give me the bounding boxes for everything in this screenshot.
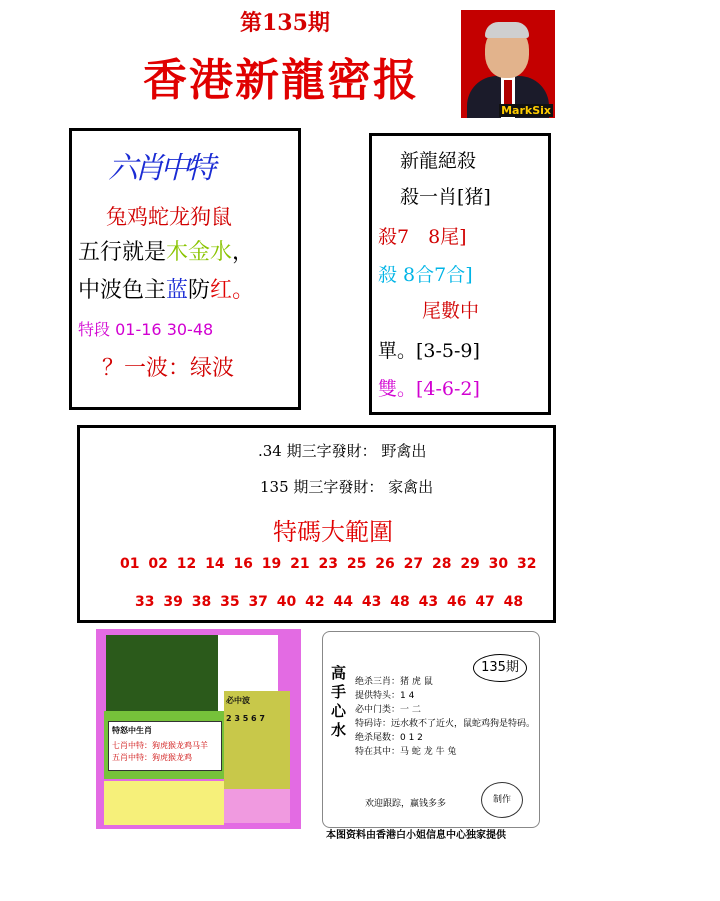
number-cell: 42 [305, 594, 334, 610]
tip-line: 必中门类：一 二 [355, 705, 421, 715]
shuang-line: 雙。[4-6-2] [378, 378, 480, 400]
number-cell: 40 [276, 594, 306, 610]
number-cell: 48 [390, 594, 419, 610]
promo-thumbnail-left [96, 629, 301, 829]
range-box [77, 425, 556, 623]
bose-line: 中波色主蓝防红。 [78, 278, 255, 303]
yibo-line: ？一波：绿波 [102, 356, 235, 381]
portrait-photo [461, 10, 555, 118]
gaoshou-label: 高手心水 [331, 664, 347, 739]
tip-line: 绝杀三肖：猪 虎 鼠 [355, 677, 433, 687]
thumb-line-1: 七肖中特：狗虎猴龙鸡马羊 [112, 741, 208, 750]
number-cell: 01 [120, 556, 149, 572]
page-title: 香港新龍密报 [143, 55, 419, 106]
promo-thumbnail-right [322, 631, 540, 828]
tip-line: 绝杀尾数：0 1 2 [355, 733, 423, 743]
number-cell: 37 [248, 594, 277, 610]
tail-mid-line: 尾數中 [422, 300, 480, 322]
thumb-card-title: 特怒中生肖 [112, 726, 152, 735]
issue-number: 第135期 [240, 10, 330, 36]
number-cell: 47 [475, 594, 504, 610]
kill-tail-line: 殺7 8尾] [378, 226, 467, 248]
thumb-line-2: 五肖中特：狗虎猴龙鸡 [112, 753, 192, 762]
welcome-text: 欢迎跟踪，赢钱多多 [365, 799, 447, 809]
issue-135-line: 135 期三字發財： 家禽出 [260, 478, 434, 496]
number-cell: 43 [418, 594, 447, 610]
number-cell: 25 [346, 556, 376, 572]
number-cell: 32 [517, 556, 537, 572]
mark-six-logo: MarkSix [501, 104, 551, 117]
number-cell: 19 [261, 556, 291, 572]
number-cell: 14 [205, 556, 234, 572]
number-cell: 02 [148, 556, 177, 572]
number-cell: 30 [488, 556, 518, 572]
thumb-side-1: 必中波 [226, 696, 250, 705]
dan-line: 單。[3-5-9] [378, 340, 480, 362]
maker-stamp: 制作 [481, 782, 523, 818]
wuxing-line: 五行就是木金水， [78, 240, 255, 265]
number-cell: 21 [290, 556, 319, 572]
issue-badge: 135期 [473, 654, 527, 682]
tip-line: 特在其中：马 蛇 龙 牛 兔 [355, 747, 457, 757]
number-cell: 12 [176, 556, 206, 572]
prediction-box-right [369, 133, 551, 415]
kill-xiao-line: 殺一肖[猪] [400, 186, 491, 208]
number-cell: 38 [191, 594, 221, 610]
number-cell: 28 [431, 556, 461, 572]
number-cell: 23 [318, 556, 347, 572]
tedu-line: 特段 01-16 30-48 [78, 320, 214, 339]
issue-134-line: .34 期三字發財： 野禽出 [258, 442, 427, 460]
number-cell: 39 [163, 594, 192, 610]
number-cell: 27 [403, 556, 432, 572]
tip-line: 提供特头：1 4 [355, 691, 415, 701]
zodiac-line: 兔鸡蛇龙狗鼠 [106, 205, 232, 229]
number-cell: 44 [333, 594, 362, 610]
jue-sha-title: 新龍絕殺 [400, 150, 477, 172]
liuxiao-title: 六肖中特 [108, 151, 212, 186]
number-cell: 33 [135, 594, 164, 610]
numbers-row-2 [135, 594, 523, 610]
number-cell: 16 [233, 556, 262, 572]
thumb-side-2: 2 3 5 6 7 [226, 714, 265, 723]
numbers-row-1 [120, 556, 537, 572]
number-cell: 48 [503, 594, 524, 610]
tip-line: 特码诗：远水救不了近火，鼠蛇鸡狗是特码。 [355, 719, 536, 729]
number-cell: 29 [460, 556, 489, 572]
number-cell: 43 [361, 594, 391, 610]
kill-he-line: 殺 8合7合] [378, 264, 473, 286]
number-cell: 35 [220, 594, 249, 610]
range-title: 特碼大範圍 [273, 518, 393, 546]
source-footer: 本图资料由香港白小姐信息中心独家提供 [326, 830, 506, 841]
number-cell: 46 [446, 594, 476, 610]
number-cell: 26 [375, 556, 404, 572]
prediction-box-left [69, 128, 301, 410]
